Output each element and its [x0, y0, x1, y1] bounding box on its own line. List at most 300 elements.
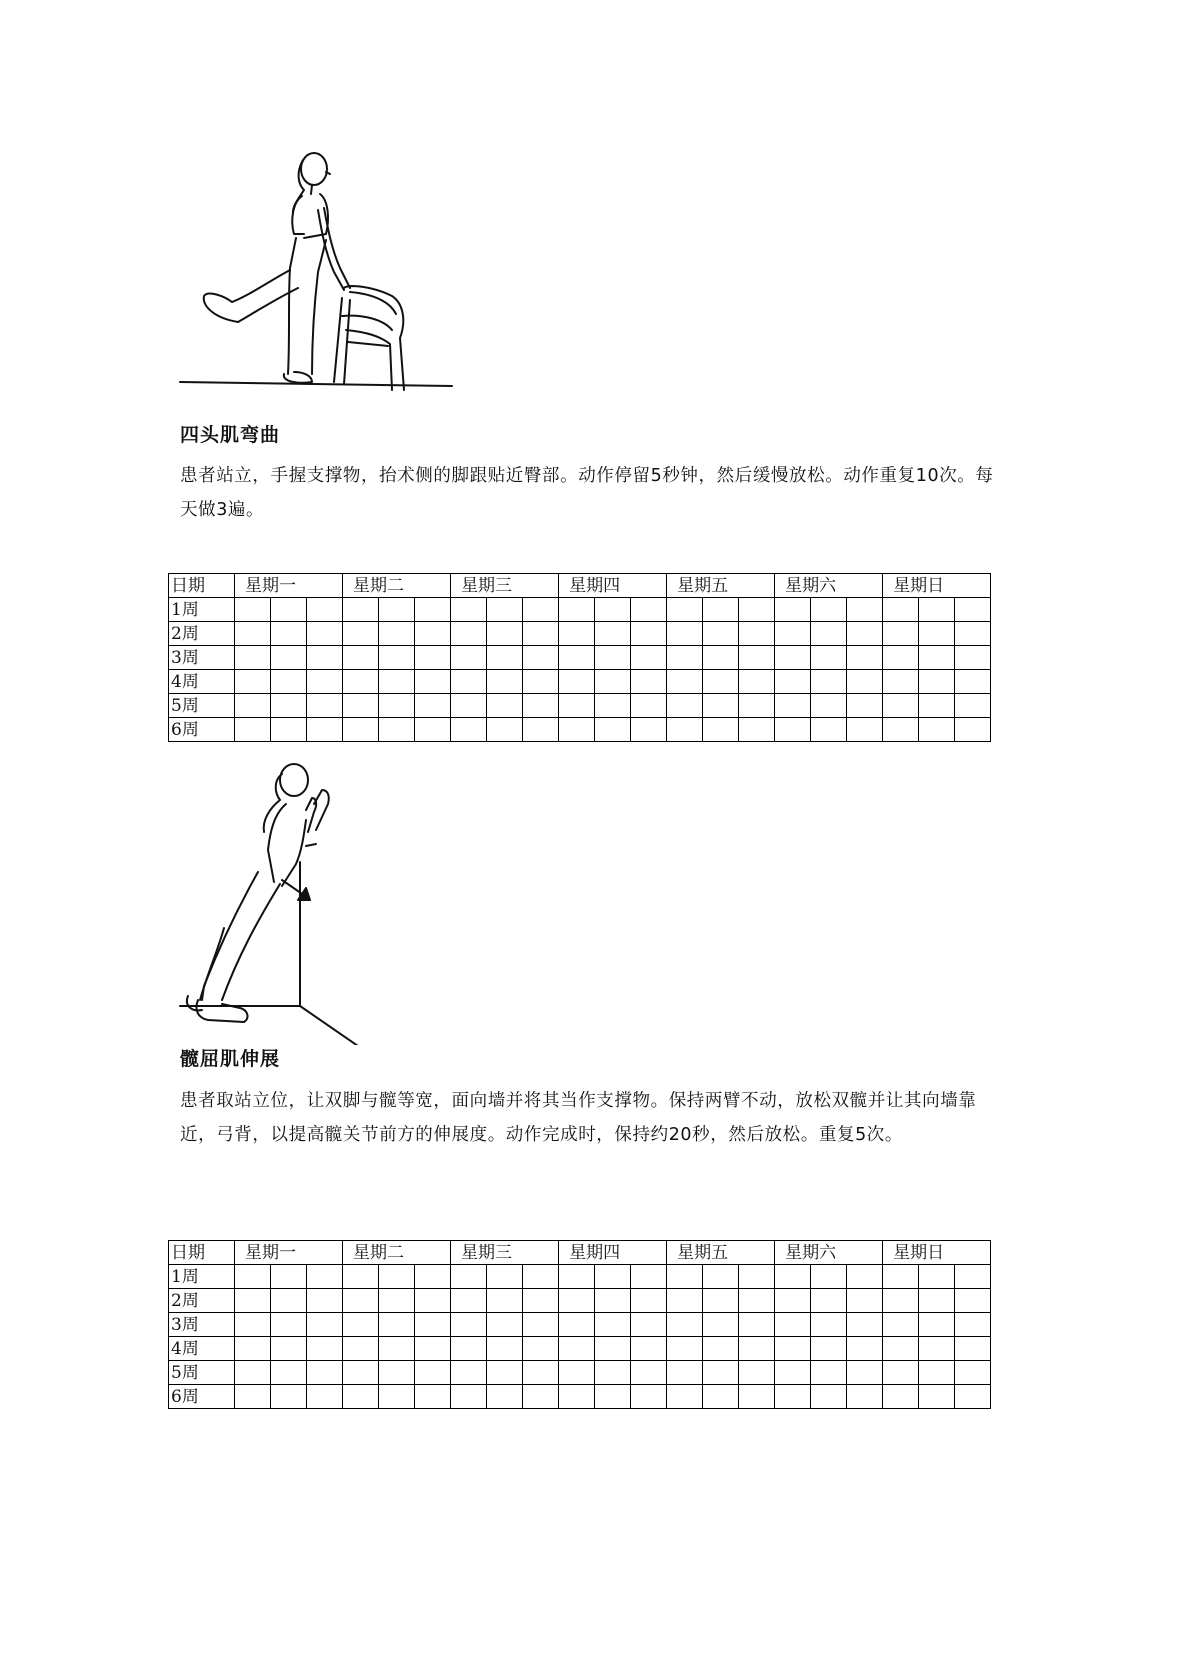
log-checkbox-cell[interactable]: [919, 646, 955, 670]
log-checkbox-cell[interactable]: [847, 1385, 883, 1409]
log-checkbox-cell[interactable]: [379, 670, 415, 694]
log-checkbox-cell[interactable]: [595, 1289, 631, 1313]
log-checkbox-cell[interactable]: [595, 1385, 631, 1409]
table-row: [169, 1385, 991, 1409]
log-checkbox-cell[interactable]: [379, 1361, 415, 1385]
log-checkbox-cell[interactable]: [955, 694, 991, 718]
table-row: [169, 646, 991, 670]
log-checkbox-cell[interactable]: [559, 1385, 595, 1409]
week-label: 3周: [169, 646, 235, 670]
log-checkbox-cell[interactable]: [667, 598, 703, 622]
log-checkbox-cell[interactable]: [667, 694, 703, 718]
log-checkbox-cell[interactable]: [451, 1385, 487, 1409]
log-checkbox-cell[interactable]: [595, 670, 631, 694]
day-column-header: 星期三: [451, 574, 559, 598]
log-checkbox-cell[interactable]: [739, 598, 775, 622]
log-checkbox-cell[interactable]: [343, 1289, 379, 1313]
log-checkbox-cell[interactable]: [343, 694, 379, 718]
day-column-header: 星期六: [775, 574, 883, 598]
log-checkbox-cell[interactable]: [955, 646, 991, 670]
log-checkbox-cell[interactable]: [307, 1313, 343, 1337]
week-label: 2周: [169, 622, 235, 646]
log-checkbox-cell[interactable]: [235, 1289, 271, 1313]
log-checkbox-cell[interactable]: [883, 598, 919, 622]
week-label: 3周: [169, 1313, 235, 1337]
log-checkbox-cell[interactable]: [847, 1313, 883, 1337]
log-checkbox-cell[interactable]: [631, 622, 667, 646]
log-checkbox-cell[interactable]: [559, 622, 595, 646]
table-row: [169, 598, 991, 622]
table-row: [169, 1313, 991, 1337]
log-checkbox-cell[interactable]: [919, 1313, 955, 1337]
log-checkbox-cell[interactable]: [559, 598, 595, 622]
log-checkbox-cell[interactable]: [739, 1313, 775, 1337]
log-checkbox-cell[interactable]: [487, 622, 523, 646]
log-checkbox-cell[interactable]: [271, 670, 307, 694]
log-checkbox-cell[interactable]: [847, 1265, 883, 1289]
table-row: [169, 1361, 991, 1385]
log-checkbox-cell[interactable]: [631, 646, 667, 670]
quad-curl-illustration: [178, 150, 458, 426]
log-checkbox-cell[interactable]: [415, 1337, 451, 1361]
log-checkbox-cell[interactable]: [775, 622, 811, 646]
log-checkbox-cell[interactable]: [775, 1337, 811, 1361]
log-checkbox-cell[interactable]: [307, 622, 343, 646]
log-checkbox-cell[interactable]: [523, 718, 559, 742]
log-checkbox-cell[interactable]: [559, 1265, 595, 1289]
table-row: [169, 718, 991, 742]
log-checkbox-cell[interactable]: [487, 1289, 523, 1313]
table-header-row: [169, 1241, 991, 1265]
log-checkbox-cell[interactable]: [667, 1337, 703, 1361]
log-checkbox-cell[interactable]: [523, 1289, 559, 1313]
log-checkbox-cell[interactable]: [343, 622, 379, 646]
table-corner-label: 日期: [169, 574, 235, 598]
log-checkbox-cell[interactable]: [775, 646, 811, 670]
log-checkbox-cell[interactable]: [307, 1385, 343, 1409]
log-checkbox-cell[interactable]: [703, 622, 739, 646]
log-checkbox-cell[interactable]: [811, 1385, 847, 1409]
week-label: 6周: [169, 1385, 235, 1409]
log-checkbox-cell[interactable]: [451, 670, 487, 694]
log-checkbox-cell[interactable]: [343, 1265, 379, 1289]
day-column-header: 星期三: [451, 1241, 559, 1265]
log-checkbox-cell[interactable]: [667, 646, 703, 670]
log-checkbox-cell[interactable]: [883, 670, 919, 694]
log-checkbox-cell[interactable]: [667, 1313, 703, 1337]
log-checkbox-cell[interactable]: [739, 1385, 775, 1409]
log-checkbox-cell[interactable]: [919, 1361, 955, 1385]
log-checkbox-cell[interactable]: [451, 1337, 487, 1361]
log-checkbox-cell[interactable]: [667, 718, 703, 742]
log-checkbox-cell[interactable]: [271, 1385, 307, 1409]
day-column-header: 星期日: [883, 1241, 991, 1265]
log-checkbox-cell[interactable]: [235, 670, 271, 694]
log-checkbox-cell[interactable]: [739, 1289, 775, 1313]
log-checkbox-cell[interactable]: [271, 694, 307, 718]
log-checkbox-cell[interactable]: [739, 1337, 775, 1361]
log-checkbox-cell[interactable]: [415, 1265, 451, 1289]
week-label: 1周: [169, 598, 235, 622]
log-checkbox-cell[interactable]: [739, 1265, 775, 1289]
log-checkbox-cell[interactable]: [451, 1265, 487, 1289]
log-checkbox-cell[interactable]: [487, 646, 523, 670]
log-checkbox-cell[interactable]: [595, 1313, 631, 1337]
log-checkbox-cell[interactable]: [739, 1361, 775, 1385]
log-checkbox-cell[interactable]: [811, 670, 847, 694]
log-checkbox-cell[interactable]: [883, 1337, 919, 1361]
log-checkbox-cell[interactable]: [883, 1289, 919, 1313]
log-checkbox-cell[interactable]: [451, 718, 487, 742]
log-checkbox-cell[interactable]: [847, 646, 883, 670]
log-checkbox-cell[interactable]: [883, 1313, 919, 1337]
log-checkbox-cell[interactable]: [775, 1265, 811, 1289]
log-checkbox-cell[interactable]: [631, 598, 667, 622]
log-checkbox-cell[interactable]: [847, 718, 883, 742]
log-checkbox-cell[interactable]: [451, 694, 487, 718]
log-checkbox-cell[interactable]: [235, 598, 271, 622]
log-checkbox-cell[interactable]: [343, 670, 379, 694]
log-checkbox-cell[interactable]: [883, 718, 919, 742]
log-checkbox-cell[interactable]: [307, 670, 343, 694]
day-column-header: 星期六: [775, 1241, 883, 1265]
log-checkbox-cell[interactable]: [955, 1313, 991, 1337]
log-checkbox-cell[interactable]: [343, 1361, 379, 1385]
week-label: 5周: [169, 694, 235, 718]
log-checkbox-cell[interactable]: [271, 1337, 307, 1361]
log-checkbox-cell[interactable]: [631, 1265, 667, 1289]
log-checkbox-cell[interactable]: [847, 622, 883, 646]
log-checkbox-cell[interactable]: [667, 670, 703, 694]
section-title: 四头肌弯曲: [180, 424, 281, 446]
log-checkbox-cell[interactable]: [415, 1289, 451, 1313]
week-label: 6周: [169, 718, 235, 742]
log-checkbox-cell[interactable]: [919, 622, 955, 646]
log-checkbox-cell[interactable]: [307, 1361, 343, 1385]
log-checkbox-cell[interactable]: [811, 1265, 847, 1289]
log-checkbox-cell[interactable]: [703, 1337, 739, 1361]
log-checkbox-cell[interactable]: [703, 646, 739, 670]
log-checkbox-cell[interactable]: [631, 1313, 667, 1337]
log-checkbox-cell[interactable]: [451, 646, 487, 670]
log-checkbox-cell[interactable]: [775, 718, 811, 742]
exercise-log-table: [168, 573, 991, 742]
log-checkbox-cell[interactable]: [955, 622, 991, 646]
log-checkbox-cell[interactable]: [703, 1289, 739, 1313]
log-checkbox-cell[interactable]: [847, 1289, 883, 1313]
section-title: 髋屈肌伸展: [180, 1048, 281, 1070]
log-checkbox-cell[interactable]: [595, 1265, 631, 1289]
log-checkbox-cell[interactable]: [235, 694, 271, 718]
log-checkbox-cell[interactable]: [631, 1337, 667, 1361]
day-column-header: 星期二: [343, 1241, 451, 1265]
log-checkbox-cell[interactable]: [775, 1361, 811, 1385]
log-checkbox-cell[interactable]: [703, 1385, 739, 1409]
log-checkbox-cell[interactable]: [451, 1361, 487, 1385]
log-checkbox-cell[interactable]: [307, 1337, 343, 1361]
log-checkbox-cell[interactable]: [883, 1385, 919, 1409]
log-checkbox-cell[interactable]: [379, 598, 415, 622]
log-checkbox-cell[interactable]: [343, 1385, 379, 1409]
log-checkbox-cell[interactable]: [415, 694, 451, 718]
log-checkbox-cell[interactable]: [271, 718, 307, 742]
log-checkbox-cell[interactable]: [631, 718, 667, 742]
log-checkbox-cell[interactable]: [307, 598, 343, 622]
exercise-log-table: [168, 1240, 991, 1409]
log-checkbox-cell[interactable]: [235, 1385, 271, 1409]
log-checkbox-cell[interactable]: [451, 598, 487, 622]
log-checkbox-cell[interactable]: [811, 1361, 847, 1385]
log-checkbox-cell[interactable]: [451, 1289, 487, 1313]
log-checkbox-cell[interactable]: [631, 1289, 667, 1313]
log-checkbox-cell[interactable]: [595, 646, 631, 670]
log-checkbox-cell[interactable]: [523, 646, 559, 670]
log-checkbox-cell[interactable]: [955, 718, 991, 742]
log-checkbox-cell[interactable]: [559, 718, 595, 742]
table-row: [169, 622, 991, 646]
log-checkbox-cell[interactable]: [523, 1265, 559, 1289]
log-checkbox-cell[interactable]: [379, 1337, 415, 1361]
log-checkbox-cell[interactable]: [595, 622, 631, 646]
log-checkbox-cell[interactable]: [811, 1289, 847, 1313]
log-checkbox-cell[interactable]: [595, 1361, 631, 1385]
day-column-header: 星期一: [235, 1241, 343, 1265]
log-checkbox-cell[interactable]: [523, 598, 559, 622]
log-checkbox-cell[interactable]: [235, 1265, 271, 1289]
log-checkbox-cell[interactable]: [343, 646, 379, 670]
log-checkbox-cell[interactable]: [631, 694, 667, 718]
log-checkbox-cell[interactable]: [379, 1265, 415, 1289]
log-checkbox-cell[interactable]: [415, 598, 451, 622]
log-checkbox-cell[interactable]: [487, 1385, 523, 1409]
log-checkbox-cell[interactable]: [271, 646, 307, 670]
log-checkbox-cell[interactable]: [883, 622, 919, 646]
log-checkbox-cell[interactable]: [307, 1265, 343, 1289]
log-checkbox-cell[interactable]: [307, 718, 343, 742]
log-checkbox-cell[interactable]: [235, 718, 271, 742]
table-header-row: [169, 574, 991, 598]
log-checkbox-cell[interactable]: [451, 622, 487, 646]
log-checkbox-cell[interactable]: [955, 1337, 991, 1361]
log-checkbox-cell[interactable]: [811, 694, 847, 718]
table-row: [169, 1265, 991, 1289]
log-checkbox-cell[interactable]: [955, 1361, 991, 1385]
log-checkbox-cell[interactable]: [919, 1385, 955, 1409]
log-checkbox-cell[interactable]: [379, 718, 415, 742]
log-checkbox-cell[interactable]: [667, 1265, 703, 1289]
log-checkbox-cell[interactable]: [919, 670, 955, 694]
day-column-header: 星期四: [559, 1241, 667, 1265]
log-checkbox-cell[interactable]: [235, 622, 271, 646]
day-column-header: 星期一: [235, 574, 343, 598]
log-checkbox-cell[interactable]: [559, 1289, 595, 1313]
log-checkbox-cell[interactable]: [415, 718, 451, 742]
log-checkbox-cell[interactable]: [523, 1385, 559, 1409]
log-checkbox-cell[interactable]: [703, 718, 739, 742]
log-checkbox-cell[interactable]: [451, 1313, 487, 1337]
log-checkbox-cell[interactable]: [919, 718, 955, 742]
log-checkbox-cell[interactable]: [667, 1385, 703, 1409]
log-checkbox-cell[interactable]: [595, 598, 631, 622]
log-checkbox-cell[interactable]: [811, 718, 847, 742]
day-column-header: 星期五: [667, 574, 775, 598]
table-row: [169, 670, 991, 694]
log-checkbox-cell[interactable]: [847, 598, 883, 622]
log-checkbox-cell[interactable]: [883, 694, 919, 718]
log-checkbox-cell[interactable]: [811, 1337, 847, 1361]
day-column-header: 星期四: [559, 574, 667, 598]
log-checkbox-cell[interactable]: [343, 1337, 379, 1361]
log-checkbox-cell[interactable]: [235, 1361, 271, 1385]
log-checkbox-cell[interactable]: [847, 694, 883, 718]
table-corner-label: 日期: [169, 1241, 235, 1265]
log-checkbox-cell[interactable]: [523, 1313, 559, 1337]
log-checkbox-cell[interactable]: [775, 598, 811, 622]
day-column-header: 星期二: [343, 574, 451, 598]
log-checkbox-cell[interactable]: [631, 670, 667, 694]
log-checkbox-cell[interactable]: [343, 718, 379, 742]
log-checkbox-cell[interactable]: [847, 670, 883, 694]
log-checkbox-cell[interactable]: [487, 1265, 523, 1289]
log-checkbox-cell[interactable]: [667, 622, 703, 646]
log-checkbox-cell[interactable]: [559, 670, 595, 694]
log-checkbox-cell[interactable]: [415, 1385, 451, 1409]
log-checkbox-cell[interactable]: [271, 598, 307, 622]
log-checkbox-cell[interactable]: [667, 1361, 703, 1385]
log-checkbox-cell[interactable]: [955, 598, 991, 622]
log-checkbox-cell[interactable]: [775, 1385, 811, 1409]
log-checkbox-cell[interactable]: [739, 694, 775, 718]
log-checkbox-cell[interactable]: [415, 670, 451, 694]
log-checkbox-cell[interactable]: [487, 1337, 523, 1361]
day-column-header: 星期五: [667, 1241, 775, 1265]
log-checkbox-cell[interactable]: [955, 1385, 991, 1409]
log-checkbox-cell[interactable]: [559, 694, 595, 718]
log-checkbox-cell[interactable]: [235, 1337, 271, 1361]
log-checkbox-cell[interactable]: [919, 1265, 955, 1289]
log-checkbox-cell[interactable]: [811, 646, 847, 670]
log-checkbox-cell[interactable]: [379, 1385, 415, 1409]
log-checkbox-cell[interactable]: [271, 1289, 307, 1313]
log-checkbox-cell[interactable]: [487, 598, 523, 622]
log-checkbox-cell[interactable]: [919, 1337, 955, 1361]
log-checkbox-cell[interactable]: [379, 622, 415, 646]
log-checkbox-cell[interactable]: [847, 1361, 883, 1385]
log-checkbox-cell[interactable]: [595, 694, 631, 718]
log-checkbox-cell[interactable]: [775, 1289, 811, 1313]
log-checkbox-cell[interactable]: [919, 598, 955, 622]
log-checkbox-cell[interactable]: [703, 1361, 739, 1385]
log-checkbox-cell[interactable]: [631, 1385, 667, 1409]
log-checkbox-cell[interactable]: [487, 718, 523, 742]
log-checkbox-cell[interactable]: [559, 1361, 595, 1385]
log-checkbox-cell[interactable]: [775, 1313, 811, 1337]
log-checkbox-cell[interactable]: [487, 694, 523, 718]
table-row: [169, 694, 991, 718]
log-checkbox-cell[interactable]: [235, 646, 271, 670]
log-checkbox-cell[interactable]: [919, 694, 955, 718]
log-checkbox-cell[interactable]: [847, 1337, 883, 1361]
log-checkbox-cell[interactable]: [775, 670, 811, 694]
log-checkbox-cell[interactable]: [523, 1361, 559, 1385]
log-checkbox-cell[interactable]: [523, 670, 559, 694]
log-checkbox-cell[interactable]: [307, 646, 343, 670]
log-checkbox-cell[interactable]: [559, 646, 595, 670]
log-checkbox-cell[interactable]: [307, 694, 343, 718]
log-checkbox-cell[interactable]: [811, 1313, 847, 1337]
section-description: 患者取站立位，让双脚与髋等宽，面向墙并将其当作支撑物。保持两臂不动，放松双髋并让其向墙靠近，弓背，以提高髋关节前方的伸展度。动作完成时，保持约20秒，然后放松。重复5次。: [180, 1091, 977, 1145]
log-checkbox-cell[interactable]: [883, 646, 919, 670]
log-checkbox-cell[interactable]: [523, 694, 559, 718]
log-checkbox-cell[interactable]: [271, 1313, 307, 1337]
log-checkbox-cell[interactable]: [559, 1337, 595, 1361]
log-checkbox-cell[interactable]: [811, 622, 847, 646]
log-checkbox-cell[interactable]: [739, 646, 775, 670]
log-checkbox-cell[interactable]: [667, 1289, 703, 1313]
day-column-header: 星期日: [883, 574, 991, 598]
log-checkbox-cell[interactable]: [739, 622, 775, 646]
log-checkbox-cell[interactable]: [379, 646, 415, 670]
log-checkbox-cell[interactable]: [415, 1361, 451, 1385]
log-checkbox-cell[interactable]: [595, 1337, 631, 1361]
log-checkbox-cell[interactable]: [487, 670, 523, 694]
log-checkbox-cell[interactable]: [883, 1265, 919, 1289]
section-description: 患者站立，手握支撑物，抬术侧的脚跟贴近臀部。动作停留5秒钟，然后缓慢放松。动作重复10次。每天做3遍。: [180, 466, 994, 520]
log-checkbox-cell[interactable]: [631, 1361, 667, 1385]
week-label: 4周: [169, 1337, 235, 1361]
log-checkbox-cell[interactable]: [379, 1313, 415, 1337]
log-checkbox-cell[interactable]: [811, 598, 847, 622]
log-checkbox-cell[interactable]: [307, 1289, 343, 1313]
table-row: [169, 1289, 991, 1313]
log-checkbox-cell[interactable]: [955, 1289, 991, 1313]
week-label: 1周: [169, 1265, 235, 1289]
log-checkbox-cell[interactable]: [379, 694, 415, 718]
log-checkbox-cell[interactable]: [919, 1289, 955, 1313]
log-checkbox-cell[interactable]: [739, 718, 775, 742]
log-checkbox-cell[interactable]: [415, 646, 451, 670]
log-checkbox-cell[interactable]: [343, 1313, 379, 1337]
log-checkbox-cell[interactable]: [343, 598, 379, 622]
log-checkbox-cell[interactable]: [595, 718, 631, 742]
log-checkbox-cell[interactable]: [703, 670, 739, 694]
log-checkbox-cell[interactable]: [559, 1313, 595, 1337]
log-checkbox-cell[interactable]: [703, 598, 739, 622]
log-checkbox-cell[interactable]: [703, 694, 739, 718]
log-checkbox-cell[interactable]: [379, 1289, 415, 1313]
log-checkbox-cell[interactable]: [415, 622, 451, 646]
log-checkbox-cell[interactable]: [883, 1361, 919, 1385]
log-checkbox-cell[interactable]: [955, 1265, 991, 1289]
log-checkbox-cell[interactable]: [271, 622, 307, 646]
log-checkbox-cell[interactable]: [235, 1313, 271, 1337]
log-checkbox-cell[interactable]: [487, 1313, 523, 1337]
log-checkbox-cell[interactable]: [523, 622, 559, 646]
log-checkbox-cell[interactable]: [487, 1361, 523, 1385]
week-label: 4周: [169, 670, 235, 694]
log-checkbox-cell[interactable]: [703, 1265, 739, 1289]
log-checkbox-cell[interactable]: [271, 1361, 307, 1385]
log-checkbox-cell[interactable]: [955, 670, 991, 694]
log-checkbox-cell[interactable]: [775, 694, 811, 718]
log-checkbox-cell[interactable]: [271, 1265, 307, 1289]
log-checkbox-cell[interactable]: [703, 1313, 739, 1337]
log-checkbox-cell[interactable]: [523, 1337, 559, 1361]
log-checkbox-cell[interactable]: [739, 670, 775, 694]
week-label: 5周: [169, 1361, 235, 1385]
log-checkbox-cell[interactable]: [415, 1313, 451, 1337]
table-row: [169, 1337, 991, 1361]
